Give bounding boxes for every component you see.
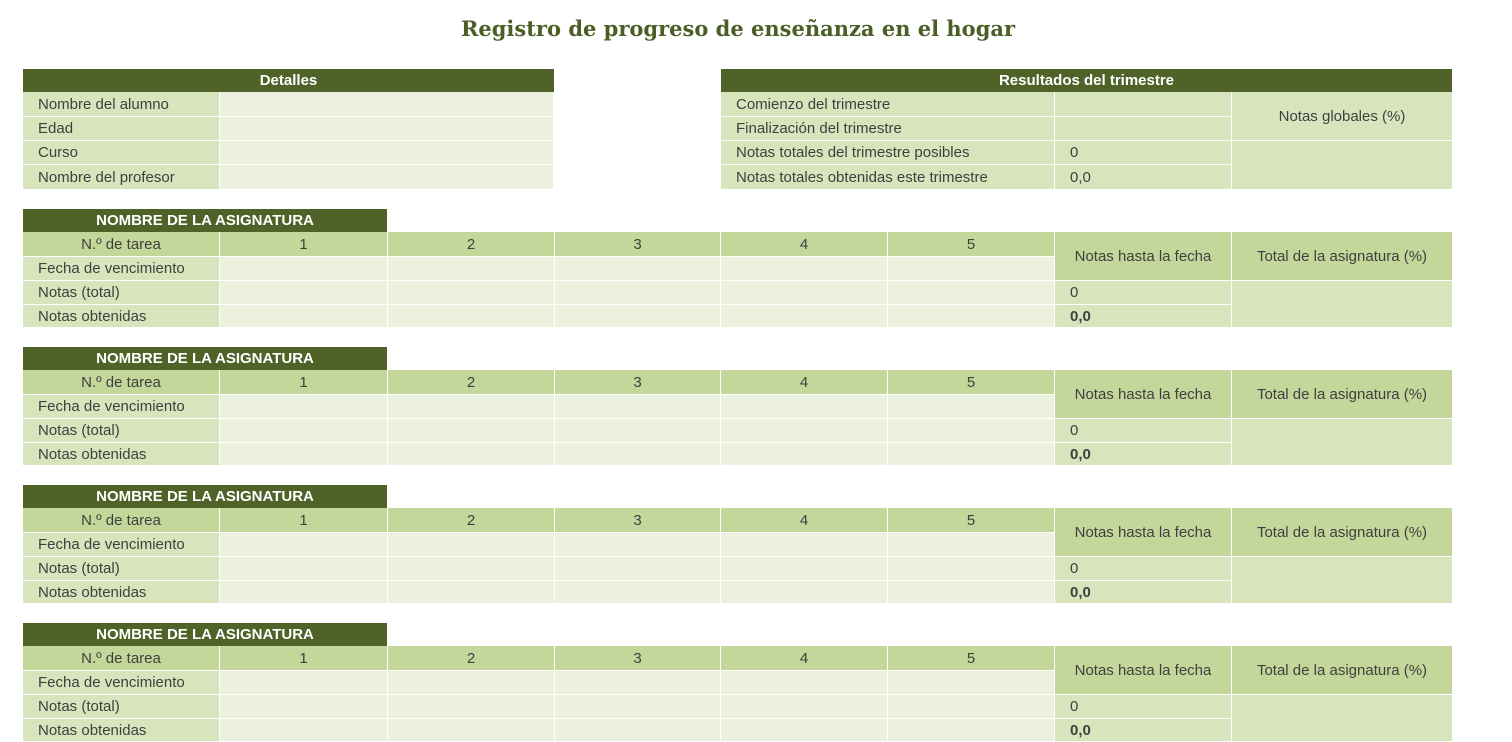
task-cell-5-input[interactable] <box>888 257 1055 281</box>
task-cell-3-input[interactable] <box>555 443 721 466</box>
task-number-label: N.º de tarea <box>23 508 220 533</box>
task-cell-2-input[interactable] <box>388 257 555 281</box>
task-number: 3 <box>555 370 721 395</box>
obtained-total-value: 0,0 <box>1055 165 1232 190</box>
page-title: Registro de progreso de enseñanza en el hogar <box>460 16 1016 41</box>
task-number: 5 <box>888 232 1055 257</box>
subject-total-value <box>1232 557 1453 604</box>
task-cell-4-input[interactable] <box>721 257 888 281</box>
obtained-notes-label: Notas obtenidas <box>23 305 220 328</box>
subject-total-value <box>1232 695 1453 742</box>
subject-name-header[interactable]: NOMBRE DE LA ASIGNATURA <box>23 485 387 508</box>
task-cell-5-input[interactable] <box>888 395 1055 419</box>
task-number: 3 <box>555 646 721 671</box>
task-cell-2-input[interactable] <box>388 671 555 695</box>
subject-name-header[interactable]: NOMBRE DE LA ASIGNATURA <box>23 209 387 232</box>
task-number: 4 <box>721 646 888 671</box>
student-name-field[interactable] <box>220 92 554 117</box>
task-cell-2-input[interactable] <box>388 719 555 742</box>
subject-name-header[interactable]: NOMBRE DE LA ASIGNATURA <box>23 347 387 370</box>
task-cell-1-input[interactable] <box>220 533 388 557</box>
due-date-label: Fecha de vencimiento <box>23 257 220 281</box>
task-number: 4 <box>721 232 888 257</box>
task-cell-5-input[interactable] <box>888 671 1055 695</box>
task-cell-1-input[interactable] <box>220 305 388 328</box>
task-number-label: N.º de tarea <box>23 646 220 671</box>
task-cell-4-input[interactable] <box>721 281 888 305</box>
task-cell-2-input[interactable] <box>388 281 555 305</box>
global-notes-value <box>1232 141 1453 190</box>
notes-to-date-label: Notas hasta la fecha <box>1055 508 1232 557</box>
notes-to-date-label: Notas hasta la fecha <box>1055 232 1232 281</box>
task-cell-1-input[interactable] <box>220 719 388 742</box>
notes-obtained-value: 0,0 <box>1055 305 1232 328</box>
subject-total-value <box>1232 419 1453 466</box>
subject-total-value <box>1232 281 1453 328</box>
task-number: 5 <box>888 370 1055 395</box>
task-cell-5-input[interactable] <box>888 443 1055 466</box>
detalles-header: Detalles <box>23 69 554 92</box>
task-cell-4-input[interactable] <box>721 671 888 695</box>
total-notes-label: Notas (total) <box>23 419 220 443</box>
global-notes-label: Notas globales (%) <box>1232 92 1453 141</box>
task-cell-3-input[interactable] <box>555 257 721 281</box>
task-cell-5-input[interactable] <box>888 281 1055 305</box>
resultados-label: Notas totales del trimestre posibles <box>721 141 1055 165</box>
task-number: 5 <box>888 508 1055 533</box>
task-cell-3-input[interactable] <box>555 395 721 419</box>
task-number: 1 <box>220 508 388 533</box>
due-date-label: Fecha de vencimiento <box>23 533 220 557</box>
resultados-header: Resultados del trimestre <box>721 69 1452 92</box>
task-cell-3-input[interactable] <box>555 719 721 742</box>
task-number: 1 <box>220 232 388 257</box>
task-cell-3-input[interactable] <box>555 419 721 443</box>
task-number: 2 <box>388 646 555 671</box>
task-cell-4-input[interactable] <box>721 443 888 466</box>
task-cell-5-input[interactable] <box>888 557 1055 581</box>
task-cell-2-input[interactable] <box>388 533 555 557</box>
subject-total-label: Total de la asignatura (%) <box>1232 232 1453 281</box>
task-cell-2-input[interactable] <box>388 419 555 443</box>
term-start-field[interactable] <box>1055 92 1232 117</box>
task-cell-1-input[interactable] <box>220 281 388 305</box>
notes-to-date-label: Notas hasta la fecha <box>1055 646 1232 695</box>
task-number: 3 <box>555 232 721 257</box>
task-number: 2 <box>388 232 555 257</box>
task-cell-4-input[interactable] <box>721 581 888 604</box>
task-cell-5-input[interactable] <box>888 695 1055 719</box>
obtained-notes-label: Notas obtenidas <box>23 443 220 466</box>
possible-total-value: 0 <box>1055 141 1232 165</box>
teacher-name-field[interactable] <box>220 165 554 190</box>
term-end-field[interactable] <box>1055 117 1232 141</box>
task-cell-2-input[interactable] <box>388 305 555 328</box>
task-cell-1-input[interactable] <box>220 695 388 719</box>
task-cell-3-input[interactable] <box>555 281 721 305</box>
task-cell-4-input[interactable] <box>721 533 888 557</box>
notes-obtained-value: 0,0 <box>1055 581 1232 604</box>
task-cell-5-input[interactable] <box>888 419 1055 443</box>
subject-name-header[interactable]: NOMBRE DE LA ASIGNATURA <box>23 623 387 646</box>
task-cell-5-input[interactable] <box>888 581 1055 604</box>
total-notes-label: Notas (total) <box>23 557 220 581</box>
grade-field[interactable] <box>220 141 554 165</box>
due-date-label: Fecha de vencimiento <box>23 395 220 419</box>
task-cell-1-input[interactable] <box>220 671 388 695</box>
task-cell-4-input[interactable] <box>721 419 888 443</box>
obtained-notes-label: Notas obtenidas <box>23 719 220 742</box>
task-cell-1-input[interactable] <box>220 419 388 443</box>
task-cell-2-input[interactable] <box>388 695 555 719</box>
task-number: 1 <box>220 370 388 395</box>
detalles-label: Nombre del alumno <box>23 92 220 117</box>
notes-obtained-value: 0,0 <box>1055 443 1232 466</box>
task-cell-4-input[interactable] <box>721 305 888 328</box>
task-cell-1-input[interactable] <box>220 581 388 604</box>
task-number: 3 <box>555 508 721 533</box>
notes-total-value: 0 <box>1055 419 1232 443</box>
task-cell-4-input[interactable] <box>721 557 888 581</box>
task-cell-2-input[interactable] <box>388 395 555 419</box>
age-field[interactable] <box>220 117 554 141</box>
task-cell-3-input[interactable] <box>555 695 721 719</box>
task-number: 2 <box>388 370 555 395</box>
total-notes-label: Notas (total) <box>23 281 220 305</box>
subject-total-label: Total de la asignatura (%) <box>1232 646 1453 695</box>
task-number: 5 <box>888 646 1055 671</box>
resultados-label: Finalización del trimestre <box>721 117 1055 141</box>
task-cell-2-input[interactable] <box>388 581 555 604</box>
task-cell-3-input[interactable] <box>555 671 721 695</box>
subject-total-label: Total de la asignatura (%) <box>1232 508 1453 557</box>
resultados-label: Comienzo del trimestre <box>721 92 1055 117</box>
detalles-label: Curso <box>23 141 220 165</box>
task-cell-4-input[interactable] <box>721 719 888 742</box>
due-date-label: Fecha de vencimiento <box>23 671 220 695</box>
task-number: 4 <box>721 370 888 395</box>
task-cell-3-input[interactable] <box>555 305 721 328</box>
task-cell-5-input[interactable] <box>888 305 1055 328</box>
task-cell-4-input[interactable] <box>721 395 888 419</box>
task-cell-2-input[interactable] <box>388 557 555 581</box>
task-cell-1-input[interactable] <box>220 257 388 281</box>
task-cell-4-input[interactable] <box>721 695 888 719</box>
task-cell-1-input[interactable] <box>220 443 388 466</box>
task-cell-5-input[interactable] <box>888 533 1055 557</box>
task-cell-3-input[interactable] <box>555 533 721 557</box>
subject-total-label: Total de la asignatura (%) <box>1232 370 1453 419</box>
notes-total-value: 0 <box>1055 281 1232 305</box>
obtained-notes-label: Notas obtenidas <box>23 581 220 604</box>
task-cell-2-input[interactable] <box>388 443 555 466</box>
task-number: 2 <box>388 508 555 533</box>
notes-obtained-value: 0,0 <box>1055 719 1232 742</box>
task-number-label: N.º de tarea <box>23 370 220 395</box>
detalles-label: Nombre del profesor <box>23 165 220 190</box>
task-number: 4 <box>721 508 888 533</box>
task-cell-5-input[interactable] <box>888 719 1055 742</box>
task-number: 1 <box>220 646 388 671</box>
total-notes-label: Notas (total) <box>23 695 220 719</box>
task-cell-1-input[interactable] <box>220 395 388 419</box>
detalles-label: Edad <box>23 117 220 141</box>
task-cell-1-input[interactable] <box>220 557 388 581</box>
task-number-label: N.º de tarea <box>23 232 220 257</box>
task-cell-3-input[interactable] <box>555 581 721 604</box>
notes-total-value: 0 <box>1055 557 1232 581</box>
notes-total-value: 0 <box>1055 695 1232 719</box>
resultados-label: Notas totales obtenidas este trimestre <box>721 165 1055 190</box>
notes-to-date-label: Notas hasta la fecha <box>1055 370 1232 419</box>
task-cell-3-input[interactable] <box>555 557 721 581</box>
